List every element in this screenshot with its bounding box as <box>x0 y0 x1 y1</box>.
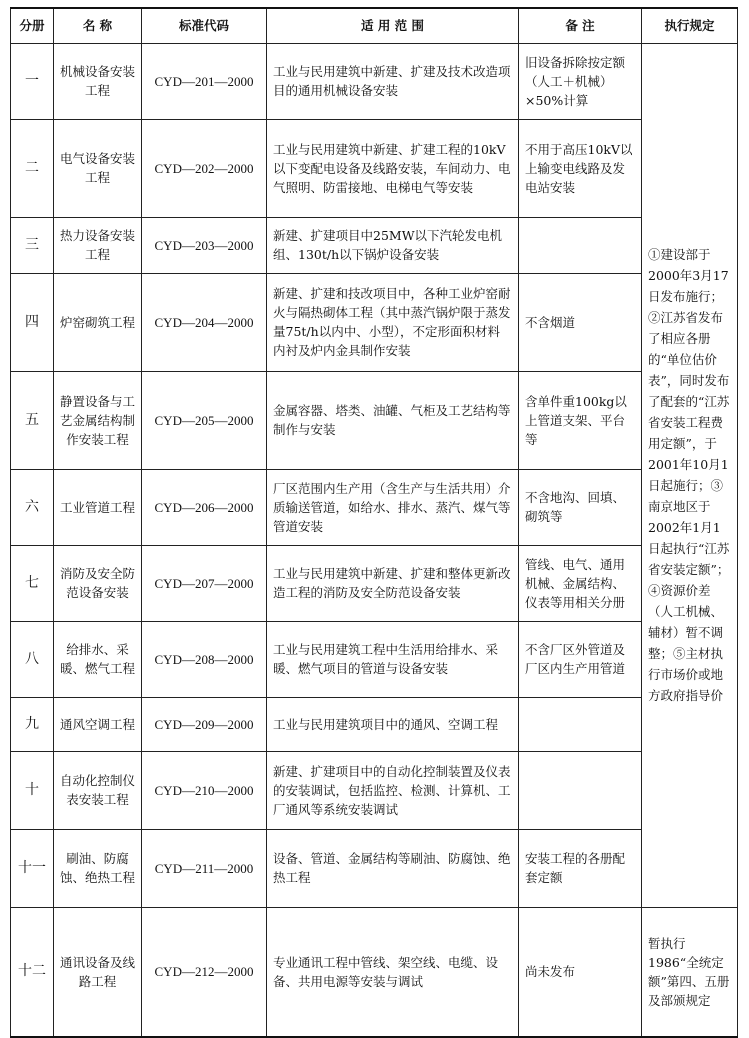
vol-cell: 十 <box>11 751 54 829</box>
code-cell: CYD—204—2000 <box>142 273 267 371</box>
note-cell: 不含厂区外管道及厂区内生产用管道 <box>519 621 642 697</box>
note-cell: 不含地沟、回填、砌筑等 <box>519 469 642 545</box>
regulation-cell: ①建设部于2000年3月17日发布施行；②江苏省发布了相应各册的“单位估价表”，同时发布了配套的“江苏省安装工程费用定额”，于2001年10月1日起施行；③南京地区于2002年1月1日起执行“江苏省安装定额”；④资源价差（人工机械、辅材）暂不调整；⑤主材执行市场价或地方政府指导价 <box>642 43 738 907</box>
scope-cell: 工业与民用建筑工程中生活用给排水、采暖、燃气项目的管道与设备安装 <box>267 621 519 697</box>
scope-cell: 新建、扩建项目中25MW以下汽轮发电机组、130t/h以下锅炉设备安装 <box>267 217 519 273</box>
note-cell: 管线、电气、通用机械、金属结构、仪表等用相关分册 <box>519 545 642 621</box>
vol-cell: 十二 <box>11 907 54 1037</box>
table-row <box>11 43 738 119</box>
note-cell: 含单件重100kg以上管道支架、平台等 <box>519 371 642 469</box>
name-cell: 通风空调工程 <box>54 697 142 751</box>
header-row <box>11 8 738 43</box>
name-cell: 机械设备安装工程 <box>54 43 142 119</box>
name-cell: 电气设备安装工程 <box>54 119 142 217</box>
vol-cell: 三 <box>11 217 54 273</box>
code-cell: CYD—206—2000 <box>142 469 267 545</box>
table-row <box>11 119 738 217</box>
note-cell <box>519 217 642 273</box>
vol-cell: 四 <box>11 273 54 371</box>
scope-cell: 专业通讯工程中管线、架空线、电缆、设备、共用电源等安装与调试 <box>267 907 519 1037</box>
scope-cell: 工业与民用建筑中新建、扩建工程的10kV以下变配电设备及线路安装，车间动力、电气照明、防雷接地、电梯电气等安装 <box>267 119 519 217</box>
standards-table <box>10 7 738 1038</box>
vol-cell: 五 <box>11 371 54 469</box>
name-cell: 工业管道工程 <box>54 469 142 545</box>
table-row <box>11 621 738 697</box>
header-note: 备 注 <box>519 8 642 43</box>
scope-cell: 工业与民用建筑中新建、扩建及技术改造项目的通用机械设备安装 <box>267 43 519 119</box>
name-cell: 热力设备安装工程 <box>54 217 142 273</box>
scope-cell: 工业与民用建筑项目中的通风、空调工程 <box>267 697 519 751</box>
vol-cell: 六 <box>11 469 54 545</box>
name-cell: 消防及安全防范设备安装 <box>54 545 142 621</box>
table-row <box>11 907 738 1037</box>
note-cell: 旧设备拆除按定额（人工＋机械）×50%计算 <box>519 43 642 119</box>
name-cell: 自动化控制仪表安装工程 <box>54 751 142 829</box>
code-cell: CYD—205—2000 <box>142 371 267 469</box>
vol-cell: 二 <box>11 119 54 217</box>
scope-cell: 工业与民用建筑中新建、扩建和整体更新改造工程的消防及安全防范设备安装 <box>267 545 519 621</box>
scope-cell: 金属容器、塔类、油罐、气柜及工艺结构等制作与安装 <box>267 371 519 469</box>
note-cell: 不含烟道 <box>519 273 642 371</box>
note-cell <box>519 697 642 751</box>
header-vol: 分册 <box>11 8 54 43</box>
table-row <box>11 697 738 751</box>
name-cell: 刷油、防腐蚀、绝热工程 <box>54 829 142 907</box>
table-row <box>11 829 738 907</box>
code-cell: CYD—208—2000 <box>142 621 267 697</box>
table-row <box>11 217 738 273</box>
code-cell: CYD—209—2000 <box>142 697 267 751</box>
scope-cell: 新建、扩建项目中的自动化控制装置及仪表的安装调试，包括监控、检测、计算机、工厂通风等系统安装调试 <box>267 751 519 829</box>
code-cell: CYD—203—2000 <box>142 217 267 273</box>
vol-cell: 八 <box>11 621 54 697</box>
header-scope: 适 用 范 围 <box>267 8 519 43</box>
header-code: 标准代码 <box>142 8 267 43</box>
regulation-cell-last: 暂执行1986“全统定额”第四、五册及部颁规定 <box>642 907 738 1037</box>
scope-cell: 设备、管道、金属结构等刷油、防腐蚀、绝热工程 <box>267 829 519 907</box>
note-cell: 安装工程的各册配套定额 <box>519 829 642 907</box>
note-cell <box>519 751 642 829</box>
header-name: 名 称 <box>54 8 142 43</box>
name-cell: 通讯设备及线路工程 <box>54 907 142 1037</box>
vol-cell: 七 <box>11 545 54 621</box>
table-row <box>11 545 738 621</box>
scope-cell: 新建、扩建和技改项目中，各种工业炉窑耐火与隔热砌体工程（其中蒸汽锅炉限于蒸发量75t/h以内中、小型），不定形面积材料内衬及炉内金具制作安装 <box>267 273 519 371</box>
code-cell: CYD—211—2000 <box>142 829 267 907</box>
vol-cell: 十一 <box>11 829 54 907</box>
vol-cell: 九 <box>11 697 54 751</box>
code-cell: CYD—207—2000 <box>142 545 267 621</box>
note-cell: 不用于高压10kV以上输变电线路及发电站安装 <box>519 119 642 217</box>
name-cell: 炉窑砌筑工程 <box>54 273 142 371</box>
note-cell: 尚未发布 <box>519 907 642 1037</box>
scope-cell: 厂区范围内生产用（含生产与生活共用）介质输送管道，如给水、排水、蒸汽、煤气等管道安装 <box>267 469 519 545</box>
vol-cell: 一 <box>11 43 54 119</box>
table-row <box>11 273 738 371</box>
table-row <box>11 371 738 469</box>
code-cell: CYD—210—2000 <box>142 751 267 829</box>
table-row <box>11 469 738 545</box>
code-cell: CYD—202—2000 <box>142 119 267 217</box>
name-cell: 静置设备与工艺金属结构制作安装工程 <box>54 371 142 469</box>
header-regulation: 执行规定 <box>642 8 738 43</box>
code-cell: CYD—201—2000 <box>142 43 267 119</box>
code-cell: CYD—212—2000 <box>142 907 267 1037</box>
table-row <box>11 751 738 829</box>
name-cell: 给排水、采暖、燃气工程 <box>54 621 142 697</box>
